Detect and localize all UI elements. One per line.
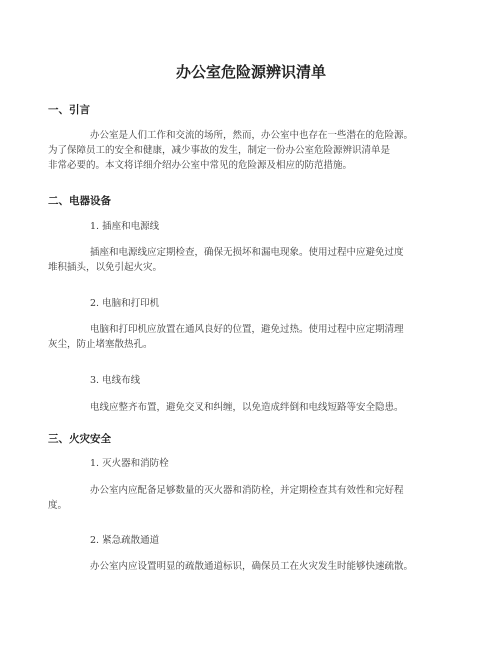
item-title-extinguishers: 1. 灭火器和消防栓 bbox=[90, 458, 169, 469]
paragraph-line: 非常必要的。本文将详细介绍办公室中常见的危险源及相应的防范措施。 bbox=[48, 160, 353, 171]
paragraph-line: 电脑和打印机应放置在通风良好的位置，避免过热。使用过程中应定期清理 bbox=[90, 324, 404, 335]
paragraph-line: 灰尘，防止堵塞散热孔。 bbox=[48, 339, 153, 350]
paragraph-line: 电线应整齐布置，避免交叉和纠缠，以免造成绊倒和电线短路等安全隐患。 bbox=[90, 402, 404, 413]
item-title-computers: 2. 电脑和打印机 bbox=[90, 298, 160, 309]
section-heading-intro: 一、引言 bbox=[48, 104, 90, 116]
item-desc-extinguishers bbox=[48, 483, 460, 513]
paragraph-line: 办公室内应配备足够数量的灭火器和消防栓，并定期检查其有效性和完好程 bbox=[90, 485, 404, 496]
item-title-wiring: 3. 电线布线 bbox=[90, 375, 141, 386]
section-heading-fire: 三、火灾安全 bbox=[48, 433, 111, 445]
item-desc-computers bbox=[48, 322, 460, 352]
paragraph-line: 办公室是人们工作和交流的场所，然而，办公室中也存在一些潜在的危险源。 bbox=[90, 130, 414, 141]
section-heading-electrical: 二、电器设备 bbox=[48, 195, 111, 207]
document-title: 办公室危险源辨识清单 bbox=[175, 63, 326, 81]
item-desc-wiring bbox=[48, 400, 460, 415]
paragraph-line: 度。 bbox=[48, 500, 68, 511]
intro-paragraph bbox=[48, 128, 460, 173]
paragraph-line: 办公室内应设置明显的疏散通道标识，确保员工在火灾发生时能够快速疏散。 bbox=[90, 561, 414, 572]
paragraph-line: 堆积插头，以免引起火灾。 bbox=[48, 262, 163, 273]
paragraph-line: 插座和电源线应定期检查，确保无损坏和漏电现象。使用过程中应避免过度 bbox=[90, 247, 404, 258]
item-desc-evacuation bbox=[48, 559, 460, 574]
paragraph-line: 为了保障员工的安全和健康，减少事故的发生，制定一份办公室危险源辨识清单是 bbox=[48, 145, 391, 156]
item-desc-sockets bbox=[48, 245, 460, 275]
item-title-sockets: 1. 插座和电源线 bbox=[90, 221, 160, 232]
item-title-evacuation: 2. 紧急疏散通道 bbox=[90, 535, 160, 546]
